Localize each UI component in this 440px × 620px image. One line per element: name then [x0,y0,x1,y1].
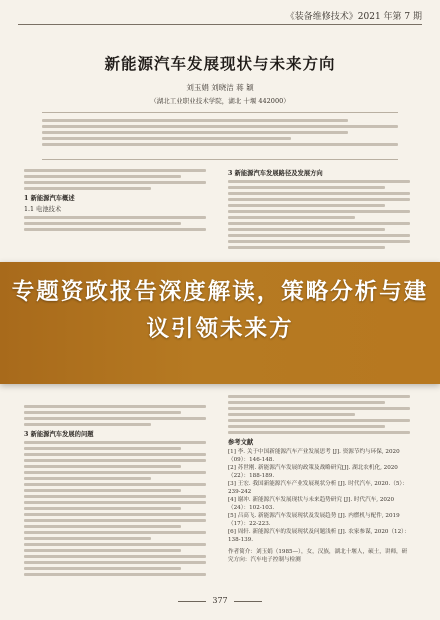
text-line [24,507,181,510]
text-line [24,187,151,190]
text-line [228,204,385,207]
article-authors: 刘玉娟 刘晓洁 蒋 颖 [186,83,254,92]
text-line [24,417,206,420]
text-line [228,222,410,225]
text-line [24,495,206,498]
text-line [24,471,206,474]
text-line [24,489,181,492]
text-line [228,246,385,249]
section-heading: 3 新能源汽车发展路径及发展方向 [228,170,323,177]
text-line [24,549,181,552]
text-line [24,423,151,426]
promo-banner[interactable] [0,262,440,384]
text-line [228,210,410,213]
text-line [24,405,206,408]
text-line [24,441,206,444]
references-heading: 参考文献 [228,439,254,446]
page-number: 377 [212,596,228,605]
text-line [24,513,206,516]
abstract-line [42,119,348,122]
text-line [24,567,181,570]
text-line [228,395,410,398]
running-header [18,8,422,25]
text-line [24,525,181,528]
text-line [228,198,410,201]
text-line [24,411,181,414]
text-line [24,465,181,468]
text-line [24,483,206,486]
text-line [228,419,410,422]
section-heading: 1 新能源汽车概述 [24,195,75,202]
section-heading: 3 新能源汽车发展的问题 [24,431,94,438]
text-line [24,447,181,450]
reference-item: [3] 王宏. 我国新能源汽车产业发展现状分析 [J]. 时代汽车, 2020.（5）：239-242 [228,481,408,495]
keywords-line [42,143,398,146]
text-line [228,431,410,434]
text-line [228,401,385,404]
reference-item: [6] 周轩. 新能源汽车的发展现状及问题浅析 [J]. 农家参谋, 2020（12）：138-139. [228,529,410,543]
abstract-block [42,112,398,160]
text-line [24,573,206,576]
text-line [24,175,181,178]
text-line [228,186,385,189]
text-line [24,222,181,225]
abstract-line [42,131,348,134]
abstract-line [42,137,291,140]
text-line [24,531,206,534]
text-line [228,234,410,237]
banner-text: 专题资政报告深度解读，策略分析与建议引领未来方 [11,279,429,342]
journal-name: 《装备维修技术》2021 年第 7 期 [285,12,422,22]
text-line [24,453,206,456]
footer-rule [178,601,206,602]
text-line [24,216,206,219]
author-note: 作者简介：刘玉娟（1985—），女，汉族，湖北十堰人，硕士，讲师，研究方向：汽车电子控制与检测 [228,549,408,563]
text-line [228,192,410,195]
text-line [228,407,410,410]
text-line [228,180,410,183]
reference-item: [4] 谢冲. 新能源汽车发展现状与未来趋势研究 [J]. 时代汽车, 2020（24）：102-103. [228,497,395,511]
article-title: 新能源汽车发展现状与未来方向 [104,54,336,73]
text-line [24,477,151,480]
text-line [24,561,206,564]
abstract-line [42,125,398,128]
reference-item: [1] 李. 关于中国新能源汽车产业发展思考 [J]. 资源节约与环保, 2020（09）：146-148. [228,449,400,463]
text-line [228,240,410,243]
text-line [24,501,206,504]
page-footer [0,596,440,605]
text-line [24,459,206,462]
reference-item: [5] 吕高飞. 新能源汽车发展现状及发展趋势 [J]. 内燃机与配件, 2019（17）：22-223. [228,513,400,527]
text-line [24,555,206,558]
footer-rule [234,601,262,602]
text-line [24,169,206,172]
reference-item: [2] 苏世刚. 新能源汽车发展的政策及战略研究[J]. 湖北农机化, 2020（22）：188-189. [228,465,398,479]
text-line [228,413,355,416]
text-line [24,537,151,540]
text-line [24,181,206,184]
author-affiliation: （湖北工业职业技术学院，湖北 十堰 442000） [150,97,290,105]
text-line [228,228,385,231]
subsection-heading: 1.1 电池技术 [24,206,62,213]
text-line [228,425,385,428]
text-line [24,519,206,522]
text-line [24,543,206,546]
text-line [24,228,206,231]
text-line [228,216,355,219]
